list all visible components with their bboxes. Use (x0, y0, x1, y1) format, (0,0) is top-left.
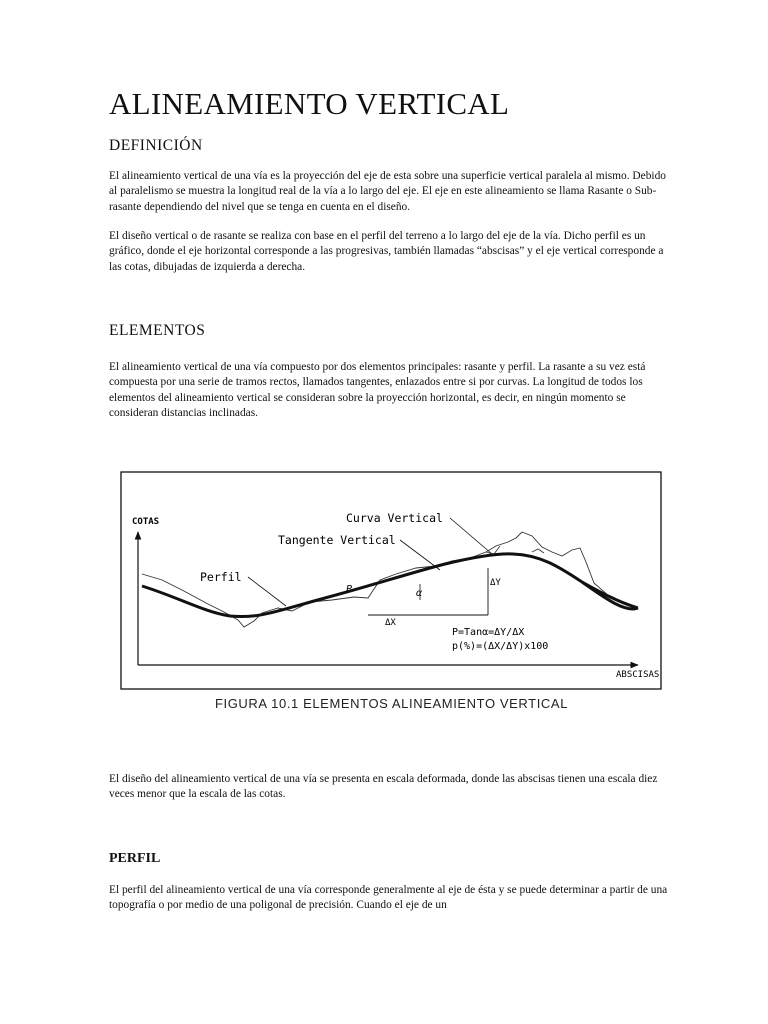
delta-x-label: ΔX (385, 618, 396, 628)
curva-vertical-leader (450, 518, 492, 554)
heading-elementos: ELEMENTOS (109, 322, 206, 339)
figure-caption: FIGURA 10.1 ELEMENTOS ALINEAMIENTO VERTICAL (214, 696, 569, 711)
abscisas-label: ABSCISAS (616, 670, 660, 680)
paragraph-definicion-2: El diseño vertical o de rasante se realiza con base en el perfil del terreno a lo largo del eje de la vía. Dicho perfil es un gráfico, donde el eje horizontal corresponde a las progresivas, también llamadas “abscisas” y el eje vertical corresponde a las cotas, dibujadas de izquierda a derecha. (109, 230, 664, 273)
alpha-label: α (416, 588, 423, 599)
tangente-vertical-label: Tangente Vertical (278, 533, 396, 547)
delta-y-label: ΔY (490, 578, 501, 588)
terrain-detail (532, 549, 544, 553)
figure-diagram (120, 470, 663, 691)
grade-line-end (582, 582, 638, 608)
terrain-detail (486, 546, 500, 554)
perfil-leader (248, 577, 286, 606)
perfil-label: Perfil (200, 570, 242, 584)
p-label: P (346, 584, 353, 595)
formula-percent: p(%)=(ΔX/ΔY)x100 (452, 641, 549, 652)
page-title: ALINEAMIENTO VERTICAL (109, 86, 510, 121)
grade-line (142, 554, 638, 617)
formula-slope: P=Tanα=ΔY/ΔX (452, 627, 525, 638)
paragraph-elementos-1: El alineamiento vertical de una vía compuesto por dos elementos principales: rasante y perfil. La rasante a su vez está compuesta por una serie de tramos rectos, llamados tangentes, enlazados entre si por curvas. La longitud de todos los elementos del alineamiento vertical se consideran sobre la proyección horizontal, es decir, en ningún momento se consideran distancias inclinadas. (109, 361, 646, 419)
paragraph-escala: El diseño del alineamiento vertical de una vía se presenta en escala deformada, donde las abscisas tienen una escala diez veces menor que la escala de las cotas. (109, 773, 658, 801)
figure-elementos-alineamiento (120, 470, 663, 691)
paragraph-perfil-1: El perfil del alineamiento vertical de una vía corresponde generalmente al eje de ésta y se puede determinar a partir de una topografía o por medio de una poligonal de precisión. Cuando el eje de un (109, 884, 668, 912)
paragraph-definicion-1: El alineamiento vertical de una vía es la proyección del eje de esta sobre una superficie vertical paralela al mismo. Debido al paralelismo se muestra la longitud real de la vía a lo largo del eje. El eje en este alineamiento se llama Rasante o Sub-rasante dependiendo del nivel que se tenga en cuenta en el diseño. (109, 170, 666, 213)
cotas-label: COTAS (132, 517, 160, 527)
heading-definicion: DEFINICIÓN (109, 137, 203, 154)
tangente-vertical-leader (400, 540, 440, 570)
heading-perfil: PERFIL (109, 851, 161, 866)
curva-vertical-label: Curva Vertical (346, 511, 443, 525)
